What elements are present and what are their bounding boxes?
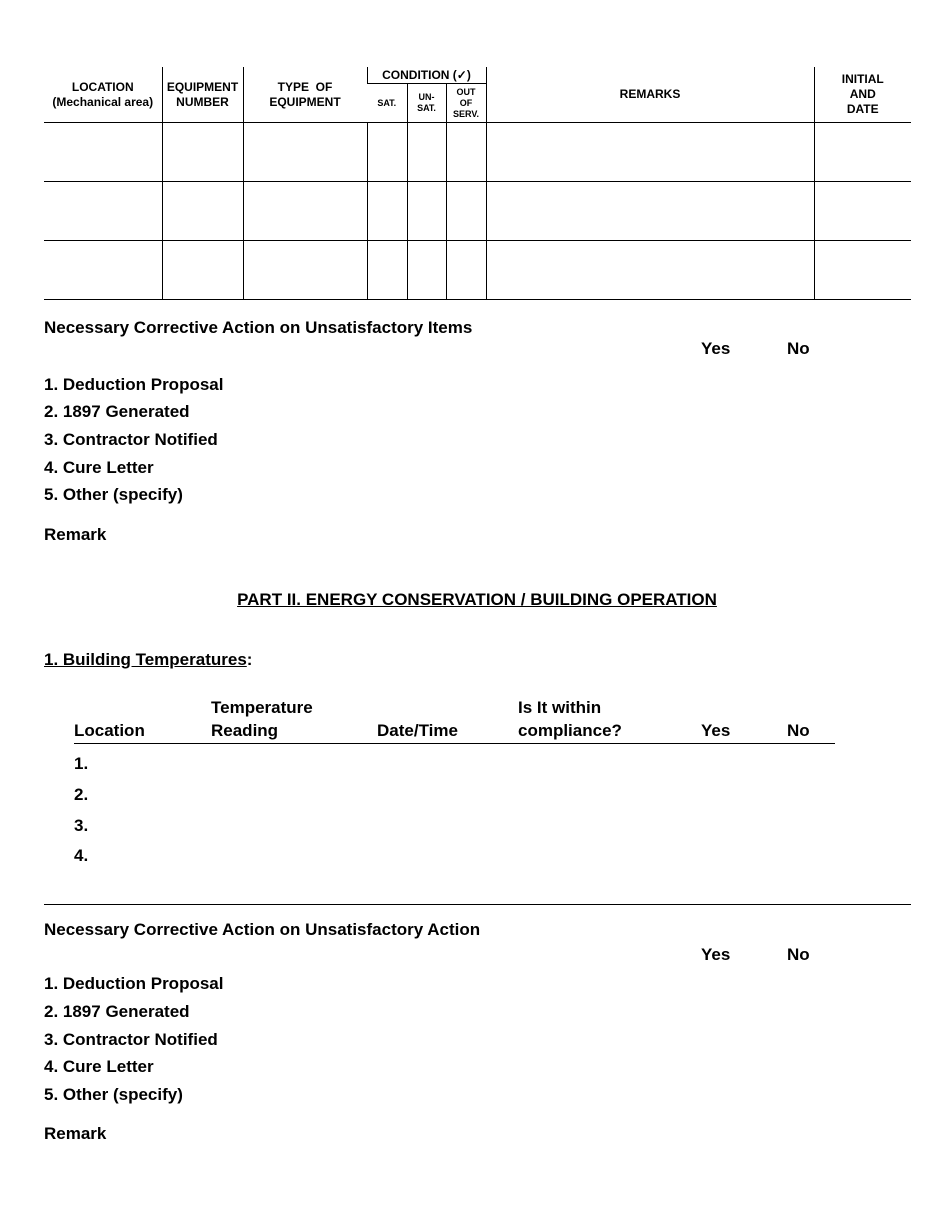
table-cell[interactable] bbox=[486, 182, 814, 241]
temp-col-compliance-1: Is It within bbox=[518, 698, 602, 717]
temp-row-number: 2. bbox=[74, 785, 89, 804]
table-cell[interactable] bbox=[407, 182, 446, 241]
section-divider bbox=[44, 904, 911, 905]
col-header-initial-and-date: INITIAL AND DATE bbox=[814, 67, 911, 123]
corrective-1-title: Necessary Corrective Action on Unsatisfactory Items bbox=[44, 318, 473, 337]
corrective-2-item: 5. Other (specify) bbox=[44, 1085, 183, 1104]
temp-col-yes: Yes bbox=[701, 721, 731, 740]
corrective-2-item: 2. 1897 Generated bbox=[44, 1002, 190, 1021]
table-cell[interactable] bbox=[367, 182, 407, 241]
table-cell[interactable] bbox=[44, 123, 162, 182]
corrective-1-item: 1. Deduction Proposal bbox=[44, 375, 224, 394]
corrective-1-item: 4. Cure Letter bbox=[44, 458, 154, 477]
temp-col-temperature-2: Reading bbox=[211, 721, 279, 740]
section1-title: 1. Building Temperatures bbox=[44, 650, 247, 669]
equipment-table bbox=[44, 67, 911, 300]
corrective-1-no-label: No bbox=[787, 339, 810, 358]
table-cell[interactable] bbox=[44, 241, 162, 300]
temp-col-datetime: Date/Time bbox=[377, 721, 458, 740]
table-cell[interactable] bbox=[367, 241, 407, 300]
table-cell[interactable] bbox=[162, 182, 243, 241]
corrective-2-item: 4. Cure Letter bbox=[44, 1057, 154, 1076]
table-cell[interactable] bbox=[446, 241, 486, 300]
corrective-1-item: 2. 1897 Generated bbox=[44, 402, 190, 421]
table-cell[interactable] bbox=[407, 241, 446, 300]
col-header-type-of-equipment: TYPE OF EQUIPMENT bbox=[243, 67, 367, 123]
temp-col-temperature-1: Temperature bbox=[211, 698, 313, 717]
col-header-condition: CONDITION (✓) bbox=[367, 67, 486, 84]
table-cell[interactable] bbox=[486, 241, 814, 300]
corrective-1-item: 5. Other (specify) bbox=[44, 485, 183, 504]
corrective-2-item: 1. Deduction Proposal bbox=[44, 974, 224, 993]
temp-row-number: 1. bbox=[74, 754, 89, 773]
section1-heading bbox=[44, 650, 252, 670]
table-cell[interactable] bbox=[486, 123, 814, 182]
table-cell[interactable] bbox=[446, 123, 486, 182]
corrective-1-item: 3. Contractor Notified bbox=[44, 430, 218, 449]
table-row bbox=[44, 241, 911, 300]
col-header-sat: SAT. bbox=[367, 84, 407, 123]
temp-row-number: 4. bbox=[74, 846, 89, 865]
table-cell[interactable] bbox=[814, 123, 911, 182]
temp-col-compliance-2: compliance? bbox=[518, 721, 622, 740]
corrective-2-no-label: No bbox=[787, 945, 810, 964]
temp-col-no: No bbox=[787, 721, 810, 740]
table-cell[interactable] bbox=[162, 123, 243, 182]
corrective-2-item: 3. Contractor Notified bbox=[44, 1030, 218, 1049]
col-header-location: LOCATION (Mechanical area) bbox=[44, 67, 162, 123]
table-cell[interactable] bbox=[243, 241, 367, 300]
table-cell[interactable] bbox=[814, 241, 911, 300]
corrective-2-remark-label: Remark bbox=[44, 1124, 107, 1143]
table-row bbox=[44, 123, 911, 182]
table-row bbox=[44, 182, 911, 241]
table-cell[interactable] bbox=[814, 182, 911, 241]
col-header-out-of-serv: OUT OF SERV. bbox=[446, 84, 486, 123]
table-cell[interactable] bbox=[243, 123, 367, 182]
table-cell[interactable] bbox=[367, 123, 407, 182]
table-cell[interactable] bbox=[162, 241, 243, 300]
section1-colon: : bbox=[246, 650, 253, 669]
part2-title: PART II. ENERGY CONSERVATION / BUILDING OPERATION bbox=[237, 590, 717, 609]
table-cell[interactable] bbox=[446, 182, 486, 241]
col-header-remarks: REMARKS bbox=[486, 67, 814, 123]
temp-header-divider bbox=[74, 743, 835, 744]
temp-col-location: Location bbox=[74, 721, 145, 740]
corrective-2-yes-label: Yes bbox=[701, 945, 731, 964]
col-header-unsat: UN- SAT. bbox=[407, 84, 446, 123]
temp-row-number: 3. bbox=[74, 816, 89, 835]
col-header-equipment-number: EQUIPMENT NUMBER bbox=[162, 67, 243, 123]
table-cell[interactable] bbox=[243, 182, 367, 241]
table-cell[interactable] bbox=[407, 123, 446, 182]
corrective-1-remark-label: Remark bbox=[44, 525, 107, 544]
corrective-2-title: Necessary Corrective Action on Unsatisfactory Action bbox=[44, 920, 481, 939]
table-cell[interactable] bbox=[44, 182, 162, 241]
corrective-1-yes-label: Yes bbox=[701, 339, 731, 358]
